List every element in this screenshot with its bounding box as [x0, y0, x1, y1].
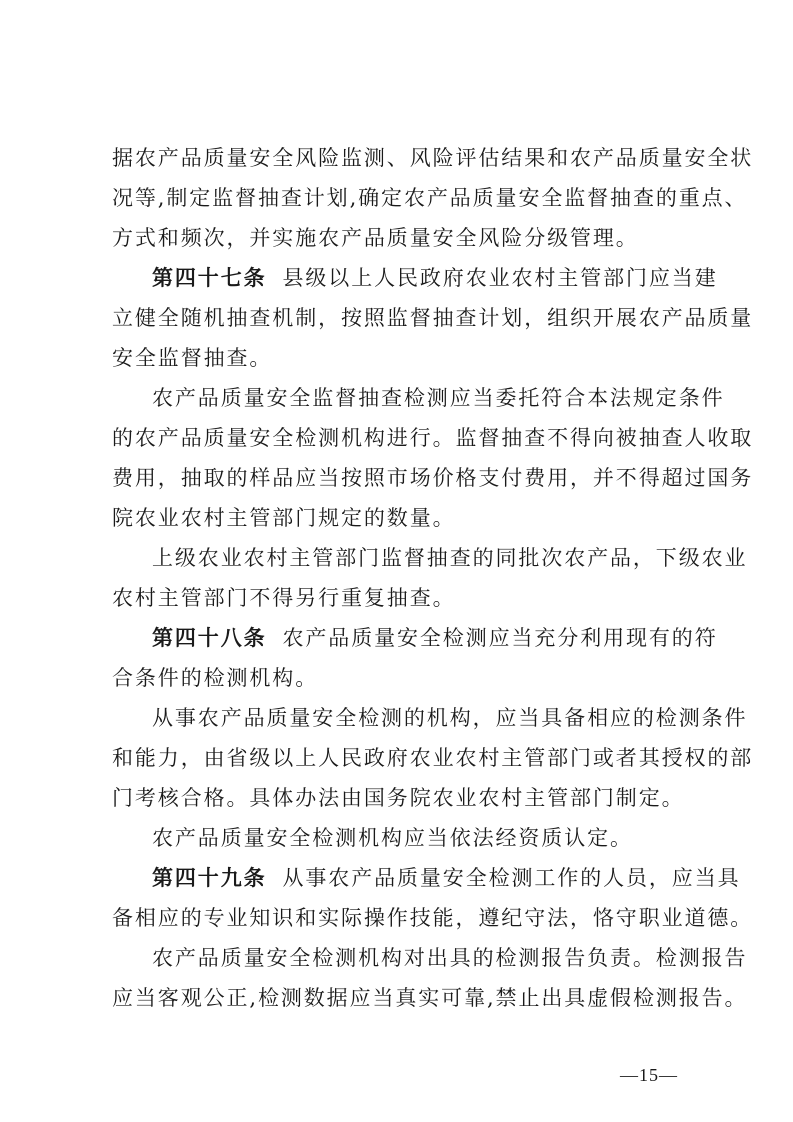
article-heading: 第四十九条 [152, 866, 267, 890]
text-line: 应当客观公正,检测数据应当真实可靠,禁止出具虚假检测报告。 [112, 986, 748, 1010]
text-line: 方式和频次，并实施农产品质量安全风险分级管理。 [112, 226, 639, 250]
article-49-line [152, 858, 741, 898]
text-line: 门考核合格。具体办法由国务院农业农村主管部门制定。 [112, 786, 685, 810]
text-line: 农村主管部门不得另行重复抽查。 [112, 586, 456, 610]
paragraph-first-line: 农产品质量安全检测机构应当依法经资质认定。 [152, 826, 633, 850]
article-text: 县级以上人民政府农业农村主管部门应当建 [282, 266, 718, 290]
text-line: 立健全随机抽查机制，按照监督抽查计划，组织开展农产品质量 [112, 306, 754, 330]
article-heading: 第四十八条 [152, 626, 267, 650]
article-heading: 第四十七条 [152, 266, 267, 290]
text-line: 据农产品质量安全风险监测、风险评估结果和农产品质量安全状 [112, 146, 754, 170]
article-47-line [152, 258, 718, 298]
text-line: 的农产品质量安全检测机构进行。监督抽查不得向被抽查人收取 [112, 426, 754, 450]
text-line: 安全监督抽查。 [112, 346, 273, 370]
text-line: 况等,制定监督抽查计划,确定农产品质量安全监督抽查的重点、 [112, 186, 748, 210]
page-number: —15— [620, 1065, 678, 1085]
paragraph-first-line: 农产品质量安全检测机构对出具的检测报告负责。检测报告 [152, 946, 748, 970]
text-line: 备相应的专业知识和实际操作技能，遵纪守法，恪守职业道德。 [112, 906, 754, 930]
paragraph-first-line: 农产品质量安全监督抽查检测应当委托符合本法规定条件 [152, 386, 725, 410]
text-line: 院农业农村主管部门规定的数量。 [112, 506, 456, 530]
text-line: 和能力，由省级以上人民政府农业农村主管部门或者其授权的部 [112, 746, 754, 770]
paragraph-first-line: 上级农业农村主管部门监督抽查的同批次农产品，下级农业 [152, 546, 748, 570]
paragraph-first-line: 从事农产品质量安全检测的机构，应当具备相应的检测条件 [152, 706, 748, 730]
text-line: 费用，抽取的样品应当按照市场价格支付费用，并不得超过国务 [112, 466, 754, 490]
article-text: 从事农产品质量安全检测工作的人员，应当具 [282, 866, 741, 890]
article-text: 农产品质量安全检测应当充分利用现有的符 [282, 626, 718, 650]
text-line: 合条件的检测机构。 [112, 666, 319, 690]
article-48-line [152, 618, 718, 658]
